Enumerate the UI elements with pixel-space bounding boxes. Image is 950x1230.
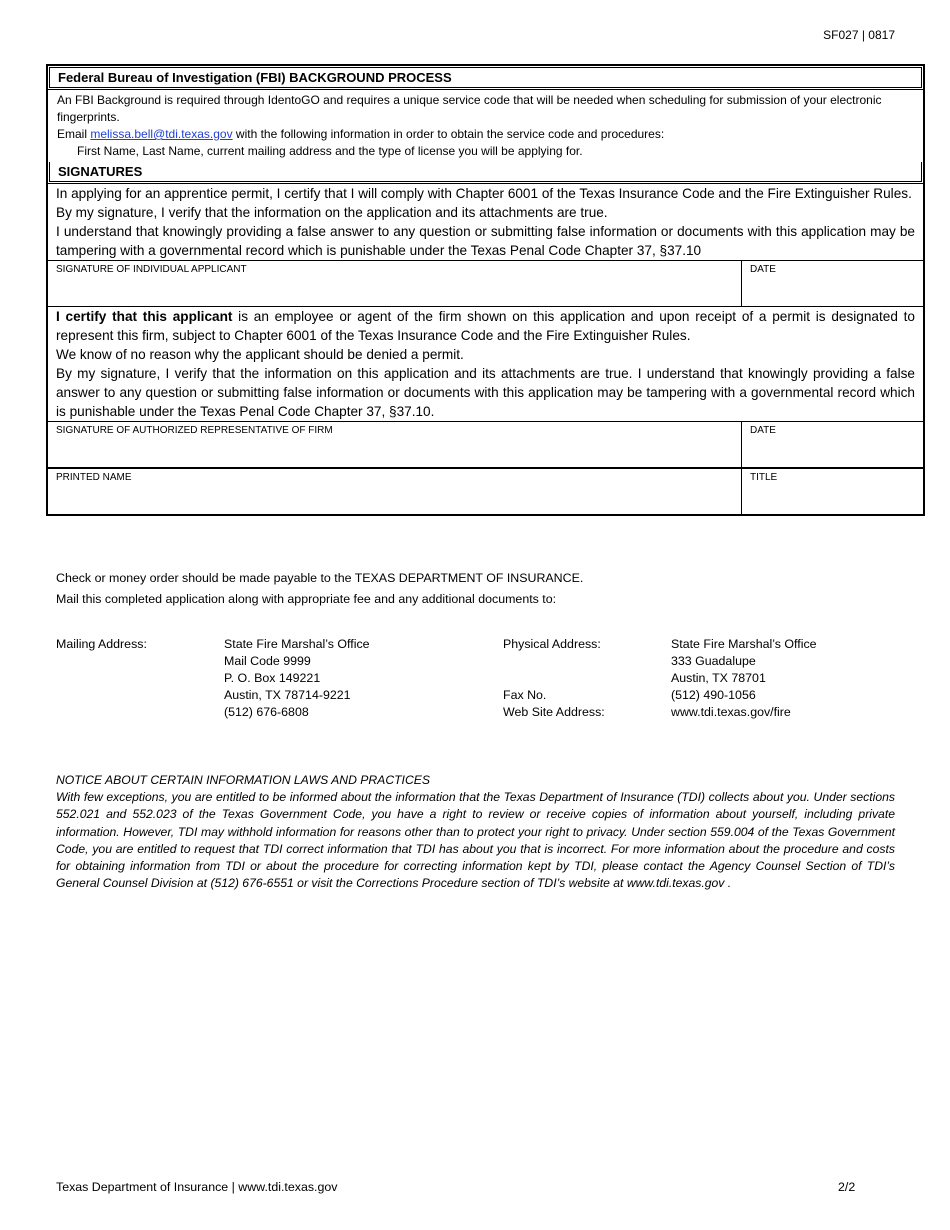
email-prefix: Email [57,127,91,141]
representative-signature-row [47,421,924,468]
physical-line: State Fire Marshal’s Office [671,637,817,651]
representative-signature-label: SIGNATURE OF AUTHORIZED REPRESENTATIVE OF FIRM [56,425,333,436]
firm-cert-rest: is an employee or agent of the firm shown on this application and upon receipt of a permit is designated to represent this firm, subject to Chapter 6001 of the Texas Insurance Code and the Fire Extinguisher Rules. [56,309,915,343]
notice-body: With few exceptions, you are entitled to be informed about the information that the Texas Department of Insurance (TDI) collects about you. Under sections 552.021 and 552.023 of the Texas Government Code, you have a right to review or receive copies of information about yourself, including private information. However, TDI may withhold information for reasons other than to protect your right to privacy. Under section 559.004 of the Texas Government Code, you are entitled to request that TDI correct information that TDI has about you that is incorrect. For more information about the procedure and costs for obtaining information from TDI or about the procedure for correcting information kept by TDI, please contact the Agency Counsel Section of TDI’s General Counsel Division at (512) 676-6551 or visit the Corrections Procedure section of TDI’s website at www.tdi.texas.gov . [56,790,895,891]
applicant-signature-field[interactable] [48,261,742,306]
physical-address-block [671,636,817,721]
payment-line-1: Check or money order should be made payable to the TEXAS DEPARTMENT OF INSURANCE. [56,571,584,585]
mailing-phone: (512) 676-6808 [224,705,309,719]
fax-number: (512) 490-1056 [671,688,756,702]
applicant-cert-p1: In applying for an apprentice permit, I certify that I will comply with Chapter 6001 of the Texas Insurance Code and the Fire Extinguisher Rules. [56,186,912,201]
fbi-info-line: First Name, Last Name, current mailing address and the type of license you will be applying for. [77,144,583,158]
fbi-section-title: Federal Bureau of Investigation (FBI) BACKGROUND PROCESS [47,65,924,90]
form-code: SF027 | 0817 [823,28,895,42]
signatures-section-title: SIGNATURES [47,162,924,184]
mailing-address-label: Mailing Address: [56,637,147,651]
printed-name-label: PRINTED NAME [56,472,132,483]
footer-agency: Texas Department of Insurance | www.tdi.texas.gov [56,1180,338,1194]
payment-line-2: Mail this completed application along with appropriate fee and any additional documents to: [56,592,557,606]
applicant-signature-row [47,260,924,307]
mailing-line: Mail Code 9999 [224,654,311,668]
fbi-email-line [57,126,914,143]
mailing-line: P. O. Box 149221 [224,671,321,685]
physical-line: 333 Guadalupe [671,654,756,668]
physical-labels [503,636,605,721]
website-address[interactable]: www.tdi.texas.gov/fire [671,705,791,719]
website-label: Web Site Address: [503,705,605,719]
payment-instructions [56,568,583,610]
privacy-notice [56,772,895,892]
notice-title: NOTICE ABOUT CERTAIN INFORMATION LAWS AND PRACTICES [56,773,431,787]
applicant-cert-p2: By my signature, I verify that the information on the application and its attachments are true. [56,205,608,220]
printed-name-row [47,468,924,515]
printed-name-field[interactable] [48,469,742,514]
firm-certification [47,307,924,421]
representative-date-label: DATE [750,425,776,436]
firm-cert-bold: I certify that this applicant [56,309,233,324]
physical-line: Austin, TX 78701 [671,671,766,685]
applicant-cert-p3: I understand that knowingly providing a false answer to any question or submitting false information or documents with this application may be tampering with a governmental record which is punishable under the Texas Penal Code Chapter 37, §37.10 [56,224,915,258]
contact-email-link[interactable]: melissa.bell@tdi.texas.gov [90,127,233,141]
page-number: 2/2 [838,1180,856,1194]
mailing-line: State Fire Marshal’s Office [224,637,370,651]
firm-cert-p3: By my signature, I verify that the information on this application and its attachments are true. I understand that knowingly providing a false answer to any question or submitting false information or documents with this application may be tampering with a governmental record which is punishable under the Texas Penal Code Chapter 37, §37.10. [56,366,915,419]
firm-cert-p1 [56,307,915,345]
email-suffix: with the following information in order to obtain the service code and procedures: [232,127,665,141]
title-label: TITLE [750,472,778,483]
form-table [46,64,925,516]
title-field[interactable] [742,469,923,514]
physical-address-label: Physical Address: [503,637,601,651]
representative-signature-field[interactable] [48,422,742,467]
applicant-certification [47,184,924,260]
mailing-line: Austin, TX 78714-9221 [224,688,351,702]
fbi-section-body [47,90,924,162]
applicant-date-label: DATE [750,264,776,275]
firm-cert-p2: We know of no reason why the applicant should be denied a permit. [56,347,464,362]
mailing-address-block [224,636,370,721]
fax-label: Fax No. [503,688,547,702]
applicant-date-field[interactable] [742,261,923,306]
applicant-signature-label: SIGNATURE OF INDIVIDUAL APPLICANT [56,264,247,275]
fbi-requirement-text: An FBI Background is required through IdentoGO and requires a unique service code that will be needed when scheduling for submission of your electronic fingerprints. [57,93,882,124]
representative-date-field[interactable] [742,422,923,467]
